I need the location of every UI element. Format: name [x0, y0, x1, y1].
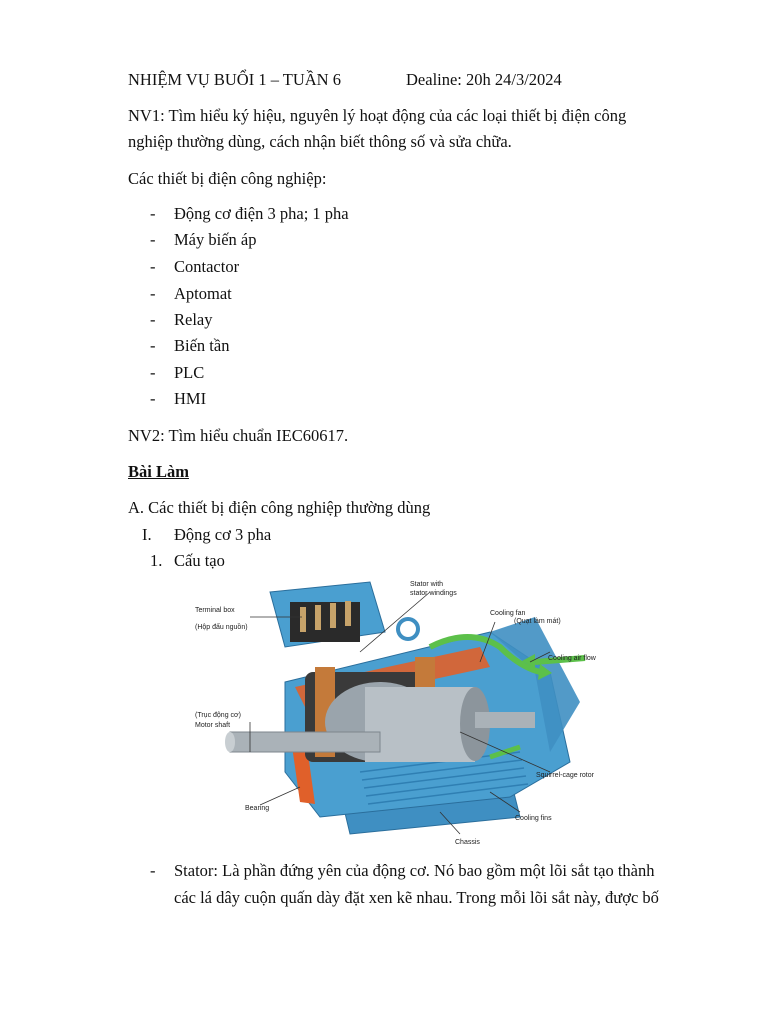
nv2-line: NV2: Tìm hiểu chuẩn IEC60617. [128, 426, 349, 445]
devices-heading: Các thiết bị điện công nghiệp: [128, 169, 327, 188]
label-cooling-fan: Cooling fan [490, 610, 526, 617]
stator-line-1: Stator: Là phần đứng yên của động cơ. Nó bao gồm một lõi sắt tạo thành [174, 861, 655, 880]
list-item: Máy biến áp [174, 230, 257, 249]
nv1-line-2: nghiệp thường dùng, cách nhận biết thông số và sửa chữa. [128, 132, 512, 151]
stator-line-2: các lá dây cuộn quấn dày đặt xen kẽ nhau. Trong mỗi lõi sắt này, được bố [174, 888, 659, 907]
list-item: PLC [174, 363, 205, 382]
label-stator-2: stator windings [410, 590, 457, 597]
label-cooling-air: Cooling air flow [548, 655, 596, 662]
motor-cutaway-diagram [190, 572, 610, 854]
list-item: Contactor [174, 257, 240, 276]
label-stator: Stator with [410, 581, 444, 588]
list-dash: - [150, 204, 156, 223]
list-dash: - [150, 363, 156, 382]
list-dash: - [150, 230, 156, 249]
label-cooling-fins: Cooling fins [515, 815, 552, 822]
stator-dash: - [150, 861, 156, 880]
label-cooling-fan-vi: (Quạt làm mát) [514, 618, 561, 625]
list-dash: - [150, 284, 156, 303]
nv1-line-1: NV1: Tìm hiểu ký hiệu, nguyên lý hoạt động của các loại thiết bị điện công [128, 106, 627, 125]
label-terminal-box: Terminal box [195, 607, 235, 614]
bai-lam-heading: Bài Làm [128, 462, 189, 481]
label-rotor: Squirrel-cage rotor [536, 772, 594, 779]
label-terminal-box-vi: (Hộp đấu nguồn) [195, 624, 248, 631]
section-a-heading: A. Các thiết bị điện công nghiệp thường dùng [128, 498, 431, 517]
list-item: Aptomat [174, 284, 232, 303]
label-chassis: Chassis [455, 839, 480, 846]
label-motor-shaft: Motor shaft [195, 722, 231, 729]
list-item: Biến tần [174, 336, 230, 355]
deadline: Dealine: 20h 24/3/2024 [406, 70, 562, 89]
section-1-number: 1. [150, 551, 163, 570]
list-item: Relay [174, 310, 213, 329]
list-item: Động cơ điện 3 pha; 1 pha [174, 204, 349, 223]
section-1-title: Cấu tạo [174, 551, 225, 570]
list-dash: - [150, 310, 156, 329]
task-title: NHIỆM VỤ BUỔI 1 – TUẦN 6 [128, 70, 341, 89]
list-dash: - [150, 389, 156, 408]
label-motor-shaft-vi: (Trục động cơ) [195, 712, 241, 719]
section-i-title: Động cơ 3 pha [174, 525, 272, 544]
list-dash: - [150, 257, 156, 276]
list-dash: - [150, 336, 156, 355]
label-bearing: Bearing [245, 805, 270, 812]
list-item: HMI [174, 389, 207, 408]
motor-cutaway-figure [190, 572, 610, 854]
section-i-number: I. [142, 525, 152, 544]
